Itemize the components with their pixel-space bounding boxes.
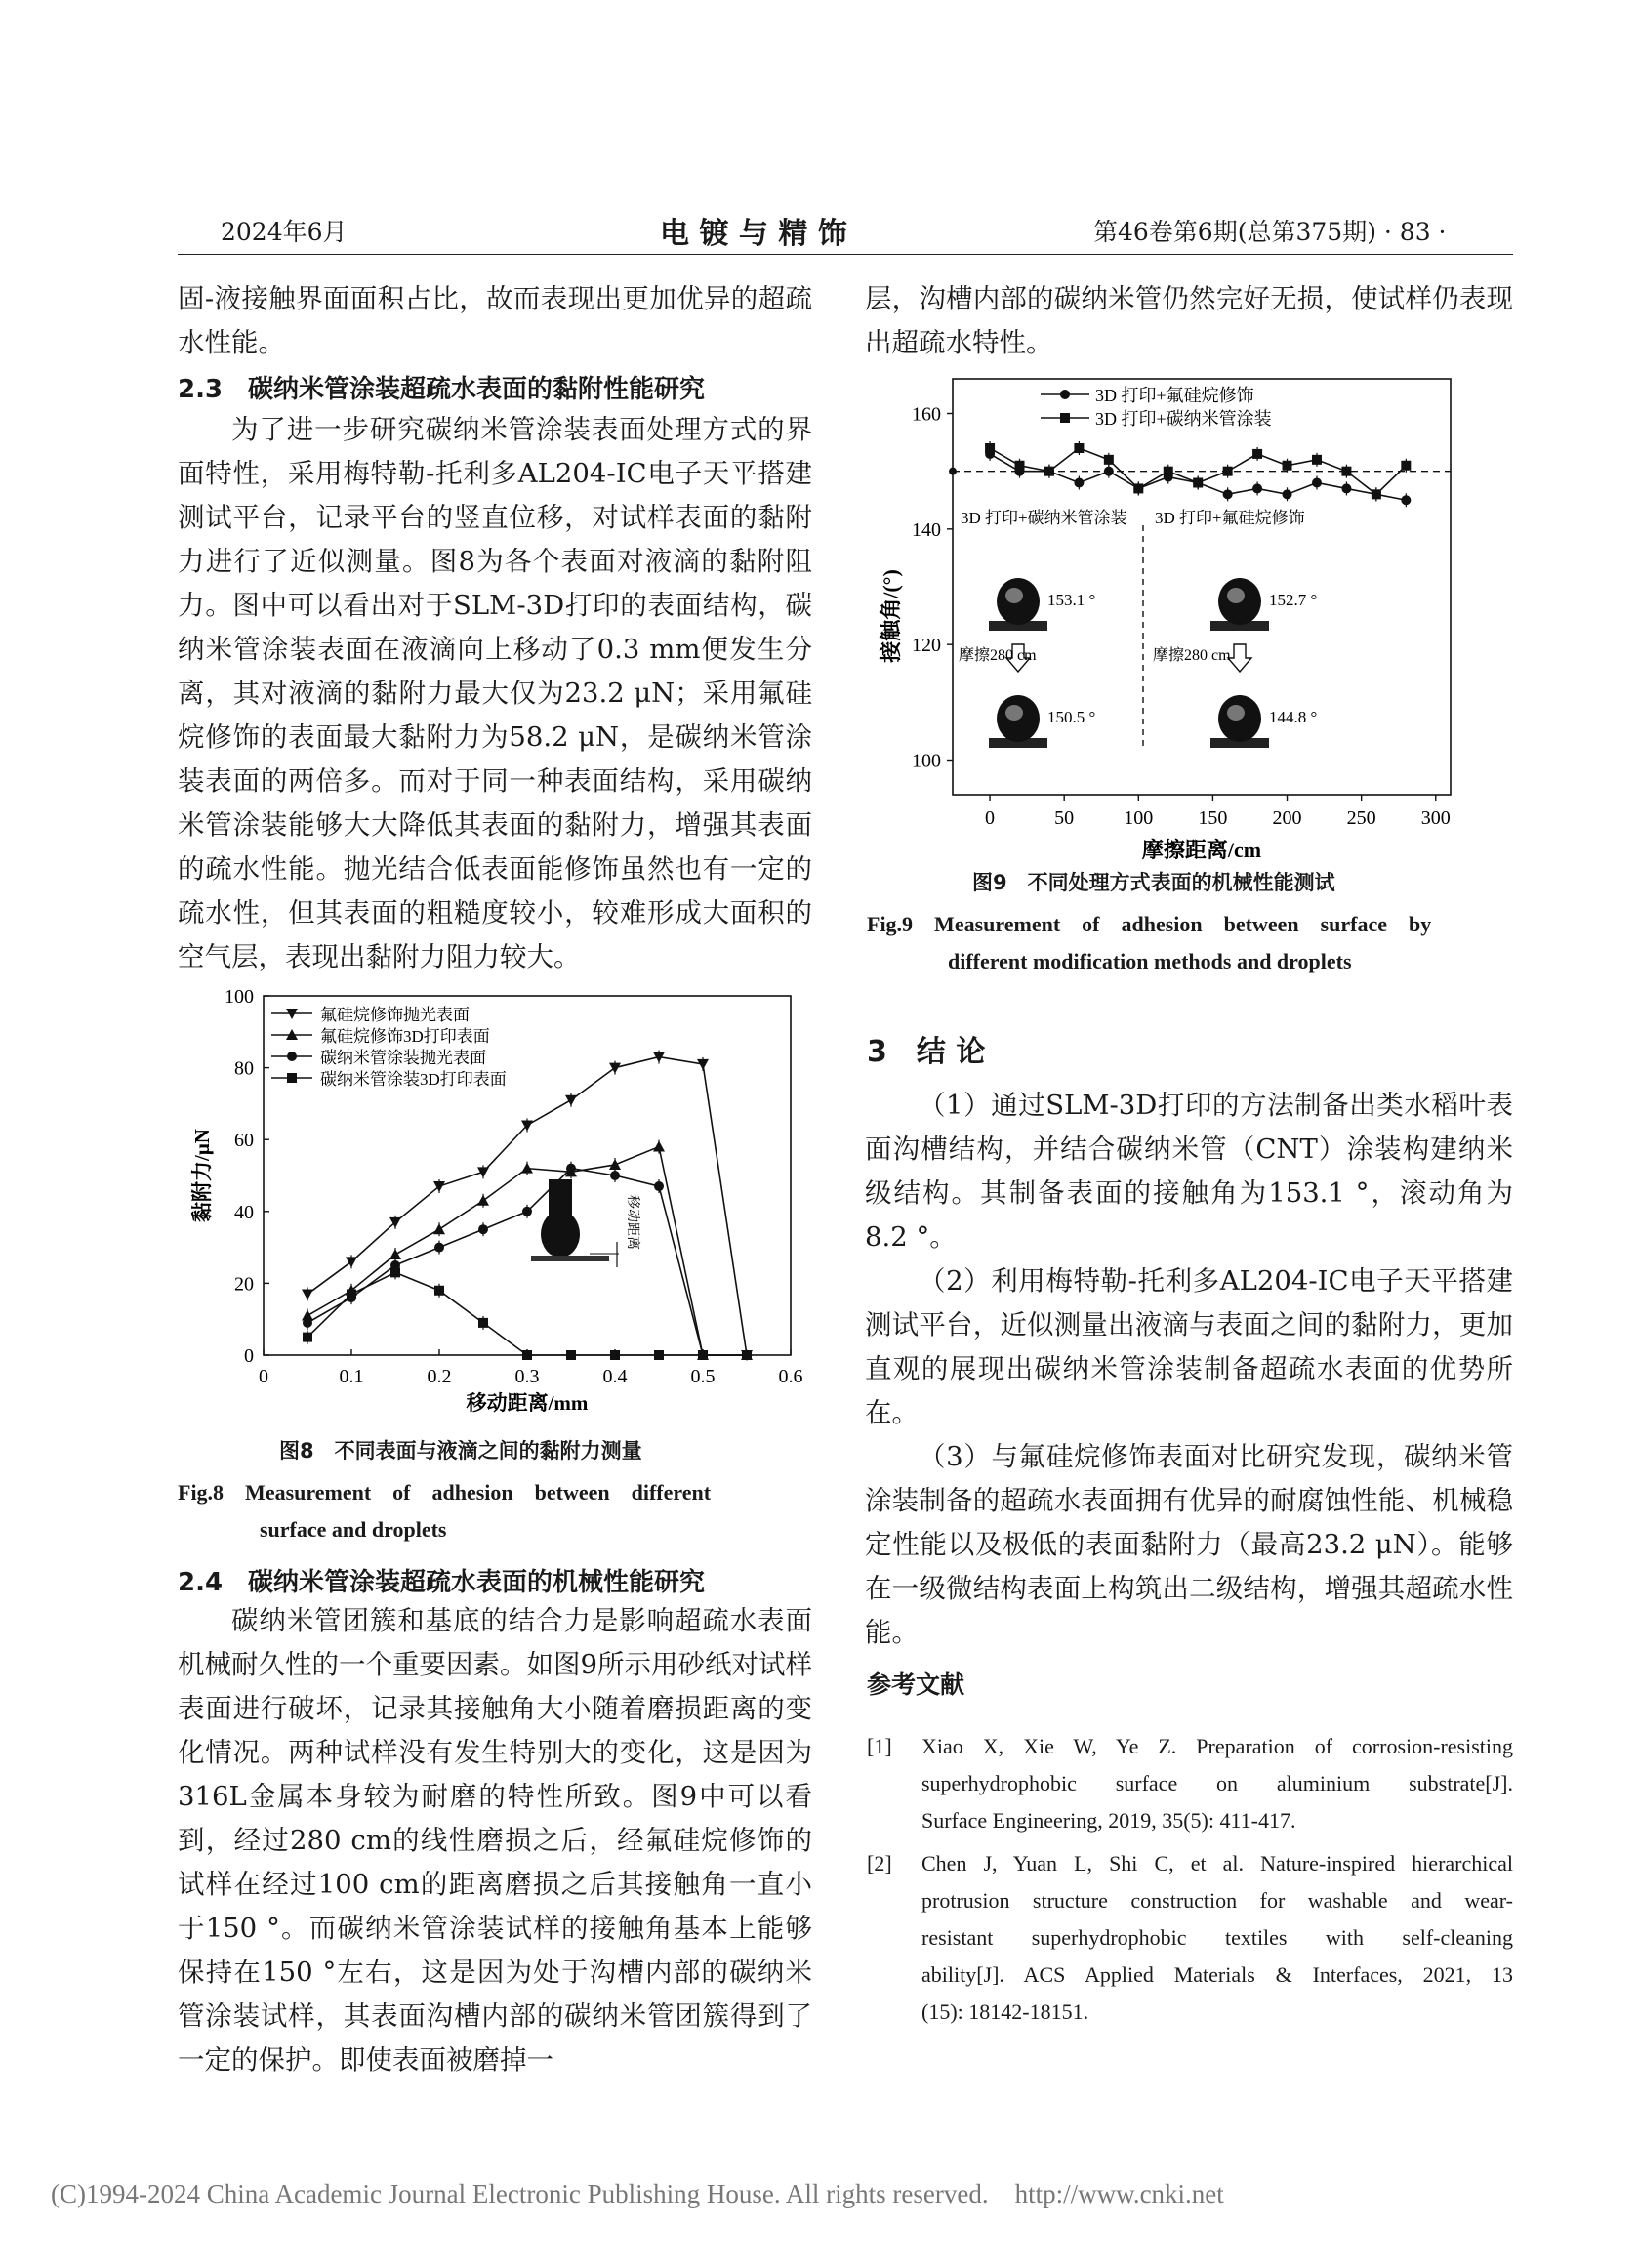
fig8-legend-marker <box>287 1073 297 1083</box>
header-rule <box>178 254 1513 255</box>
fig8-inset-droplet <box>531 1179 641 1267</box>
fig8-series <box>303 1162 752 1360</box>
fig9-data-point <box>1312 478 1322 488</box>
fig8-series-line <box>307 1147 747 1355</box>
header-date: 2024年6月 <box>221 218 348 246</box>
fig8-x-axis-label: 移动距离/mm <box>466 1391 589 1415</box>
copyright-footer: (C)1994-2024 China Academic Journal Electronic Publishing House. All rights reserved. http://www.cnki.net <box>51 2179 1224 2208</box>
fig9-data-point <box>1283 461 1292 471</box>
conclusion-1: （1）通过SLM-3D打印的方法制备出类水稻叶表面沟槽结构，并结合碳纳米管（CNT）涂装构建纳米级结构。其制备表面的接触角为153.1 °，滚动角为8.2 °。 <box>865 1090 1513 1253</box>
fig9-data-point <box>1223 467 1233 476</box>
fig9-data-point <box>1252 483 1262 493</box>
fig8-data-point <box>390 1267 400 1277</box>
fig9-data-point <box>1341 467 1351 476</box>
fig8-inset-drop <box>541 1211 580 1258</box>
fig8-data-point <box>610 1350 620 1360</box>
left-intro-paragraph: 固-液接触界面面积占比，故而表现出更加优异的超疏水性能。 <box>178 283 812 358</box>
fig8-y-tick-label: 60 <box>234 1130 254 1152</box>
fig9-x-tick-label: 50 <box>1054 807 1075 829</box>
fig9-caption-cn: 图9 不同处理方式表面的机械性能测试 <box>972 871 1335 894</box>
fig9-x-tick-label: 0 <box>985 807 996 829</box>
fig8-inset-label: 移动距离 <box>625 1195 639 1250</box>
fig9-droplet-left-before <box>989 578 1047 631</box>
fig8-data-point <box>478 1318 488 1328</box>
fig8-data-point <box>654 1350 664 1360</box>
fig9-data-point <box>1193 478 1203 488</box>
fig8-x-tick-label: 0.4 <box>602 1366 628 1387</box>
fig9-data-point <box>1283 489 1292 499</box>
fig9-arrow-right <box>1228 644 1251 672</box>
fig9-x-tick-label: 100 <box>1124 807 1154 829</box>
fig8-data-point <box>522 1350 532 1360</box>
section-2-3-title: 2.3 碳纳米管涂装超疏水表面的黏附性能研究 <box>178 375 706 404</box>
fig8-data-point <box>609 1063 621 1074</box>
fig8-y-tick-label: 100 <box>225 986 254 1008</box>
fig8-caption-cn: 图8 不同表面与液滴之间的黏附力测量 <box>279 1439 642 1463</box>
fig9-data-point <box>1164 467 1173 476</box>
fig9-data-point <box>1312 455 1322 465</box>
fig8-x-tick-label: 0.2 <box>427 1366 452 1387</box>
conclusion-3: （3）与氟硅烷修饰表面对比研究发现，碳纳米管涂装制备的超疏水表面拥有优异的耐腐蚀性能、机械稳定性能以及极低的表面黏附力（最高23.2 μN）。能够在一级微结构表面上构筑出二级结构，增强其超疏水性能。 <box>865 1441 1513 1648</box>
fig8-y-tick-label: 40 <box>234 1201 254 1223</box>
fig8-x-tick-label: 0.6 <box>778 1366 803 1387</box>
fig8-y-tick-label: 20 <box>234 1273 254 1296</box>
fig9-x-tick-label: 200 <box>1272 807 1302 829</box>
fig9-inset-right-title: 3D 打印+氟硅烷修饰 <box>1155 509 1305 527</box>
fig9-data-point <box>1104 467 1114 476</box>
fig9-droplet-right-after <box>1210 695 1269 748</box>
fig8-legend-label: 氟硅烷修饰抛光表面 <box>320 1006 470 1024</box>
fig9-y-tick-label: 160 <box>912 403 941 426</box>
fig9-legend-label: 3D 打印+氟硅烷修饰 <box>1095 386 1254 405</box>
fig8-data-point <box>566 1350 576 1360</box>
header-issue: 第46卷第6期(总第375期) · 83 · <box>1093 218 1447 246</box>
fig8-legend-label: 氟硅烷修饰3D打印表面 <box>320 1027 490 1046</box>
fig9-caption-en-2: different modification methods and droplets <box>948 949 1352 973</box>
conclusion-2: （2）利用梅特勒-托利多AL204-IC电子天平搭建测试平台，近似测量出液滴与表面之间的黏附力，更加直观的展现出碳纳米管涂装制备超疏水表面的优势所在。 <box>865 1265 1513 1428</box>
fig9-data-point <box>1401 461 1411 471</box>
fig9-droplet-angle: 152.7 ° <box>1269 591 1318 609</box>
fig8-data-point <box>389 1249 401 1259</box>
fig9-droplet-angle: 150.5 ° <box>1047 708 1096 726</box>
fig8-data-point <box>698 1350 708 1360</box>
fig9-data-point <box>985 443 995 453</box>
conclusions <box>865 1084 1513 1655</box>
fig8-data-point <box>433 1223 445 1234</box>
fig8-series-line <box>307 1169 747 1355</box>
fig9-chart <box>865 369 1513 867</box>
fig8-x-tick-label: 0.5 <box>690 1366 716 1387</box>
fig8-data-point <box>610 1171 620 1180</box>
fig9-y-tick-label: 120 <box>912 635 941 657</box>
fig8-x-tick-label: 0 <box>259 1366 268 1387</box>
fig8-data-point <box>653 1141 665 1152</box>
fig8-caption-en-1: Fig.8 Measurement of adhesion between different <box>178 1480 712 1505</box>
fig8-legend-label: 碳纳米管涂装抛光表面 <box>320 1049 486 1067</box>
fig8-series <box>302 1140 753 1360</box>
fig9-abrasion-label-left: 摩擦280 cm <box>959 647 1037 664</box>
fig8-data-point <box>609 1159 621 1170</box>
fig8-data-point <box>521 1163 533 1174</box>
fig9-legend-marker <box>1060 413 1070 423</box>
fig9-x-tick-label: 150 <box>1198 807 1228 829</box>
fig8-data-point <box>303 1333 312 1342</box>
header-journal: 电 镀 与 精 饰 <box>660 217 847 251</box>
fig9-y-tick-label: 100 <box>912 750 941 772</box>
fig9-reference-marker <box>949 468 957 475</box>
fig9-legend-label: 3D 打印+碳纳米管涂装 <box>1095 409 1272 429</box>
fig8-x-tick-label: 0.3 <box>514 1366 540 1387</box>
fig9-y-tick-label: 140 <box>912 518 941 541</box>
fig9-x-tick-label: 300 <box>1420 807 1451 829</box>
section-2-4-title: 2.4 碳纳米管涂装超疏水表面的机械性能研究 <box>178 1568 706 1597</box>
fig9-abrasion-label-right: 摩擦280 cm <box>1153 647 1231 664</box>
fig9-data-point <box>1223 489 1233 499</box>
fig8-data-point <box>434 1243 444 1253</box>
fig9-y-axis-label: 接触角/(°) <box>879 569 903 663</box>
fig9-data-point <box>1074 478 1084 488</box>
fig9-droplet-highlight <box>1227 705 1245 721</box>
fig9-data-point <box>1341 483 1351 493</box>
fig8-series <box>303 1265 752 1360</box>
fig9-droplet-highlight <box>1005 705 1023 721</box>
fig9-data-point <box>1044 467 1054 476</box>
fig8-data-point <box>478 1224 488 1234</box>
fig8-y-axis-label: 黏附力/μN <box>190 1129 214 1222</box>
fig8-caption-en-2: surface and droplets <box>260 1517 447 1542</box>
fig8-data-point <box>302 1289 313 1299</box>
fig9-droplet-left-after <box>989 695 1047 748</box>
fig9-droplet-angle: 153.1 ° <box>1047 591 1096 609</box>
fig8-data-point <box>522 1207 532 1216</box>
section-2-4-paragraph: 碳纳米管团簇和基底的结合力是影响超疏水表面机械耐久性的一个重要因素。如图9所示用砂纸对试样表面进行破坏，记录其接触角大小随着磨损距离的变化情况。两种试样没有发生特别大的变化，这是因为316L金属本身较为耐磨的特性所致。图9中可以看到，经过280 cm的线性磨损之后，经氟硅烷修饰的试样在经过100 cm的距离磨损之后其接触角一直小于150 °。而碳纳米管涂装试样的接触角基本上能够保持在150 °左右，这是因为处于沟槽内部的碳纳米管涂装试样，其表面沟槽内部的碳纳米管团簇得到了一定的保护。即使表面被磨掉一 <box>178 1605 812 2076</box>
fig8-data-point <box>346 1257 357 1267</box>
fig9-droplet-highlight <box>1005 588 1023 603</box>
fig8-data-point <box>697 1059 709 1070</box>
fig9-data-point <box>1133 483 1143 493</box>
fig8-inset-substrate <box>531 1256 609 1261</box>
fig9-x-axis-label: 摩擦距离/cm <box>1141 838 1262 862</box>
fig9-data-point <box>1104 455 1114 465</box>
fig8-chart <box>178 976 812 1435</box>
reference-2-number: [2] <box>867 1851 892 1876</box>
fig8-data-point <box>477 1195 489 1206</box>
fig9-data-point <box>1372 489 1381 499</box>
fig8-data-point <box>347 1289 356 1299</box>
reference-1-number: [1] <box>867 1734 892 1758</box>
fig8-series-line <box>307 1272 747 1355</box>
fig9-data-point <box>1401 495 1411 505</box>
fig9-droplet-highlight <box>1227 588 1245 603</box>
fig8-y-tick-label: 0 <box>244 1345 254 1367</box>
fig9-legend-marker <box>1060 390 1070 399</box>
fig8-legend-marker <box>287 1052 297 1061</box>
fig9-inset-left-title: 3D 打印+碳纳米管涂装 <box>961 509 1127 527</box>
fig9-x-tick-label: 250 <box>1346 807 1376 829</box>
fig8-y-tick-label: 80 <box>234 1057 254 1080</box>
fig9-droplet-right-before <box>1210 578 1269 631</box>
fig8-data-point <box>434 1286 444 1296</box>
fig9-data-point <box>1252 449 1262 459</box>
fig8-data-point <box>303 1318 312 1328</box>
fig8-data-point <box>654 1181 664 1191</box>
fig9-data-point <box>1074 443 1084 453</box>
section-2-3-paragraph: 为了进一步研究碳纳米管涂装表面处理方式的界面特性，采用梅特勒-托利多AL204-IC电子天平搭建测试平台，记录平台的竖直位移，对试样表面的黏附力进行了近似测量。图8为各个表面对液滴的黏附阻力。图中可以看出对于SLM-3D打印的表面结构，碳纳米管涂装表面在液滴向上移动了0.3 mm便发生分离，其对液滴的黏附力最大仅为23.2 μN；采用氟硅烷修饰的表面最大黏附力为58.2 μN，是碳纳米管涂装表面的两倍多。而对于同一种表面结构，采用碳纳米管涂装能够大大降低其表面的黏附力，增强其表面的疏水性能。抛光结合低表面能修饰虽然也有一定的疏水性，但其表面的粗糙度较小，较难形成大面积的空气层，表现出黏附力阻力较大。 <box>178 414 812 972</box>
references-title: 参考文献 <box>867 1670 965 1699</box>
section-3-title: 3 结 论 <box>867 1035 986 1069</box>
right-continuation-paragraph: 层，沟槽内部的碳纳米管仍然完好无损，使试样仍表现出超疏水特性。 <box>865 283 1513 358</box>
fig9-droplet-angle: 144.8 ° <box>1269 708 1318 726</box>
fig8-data-point <box>477 1167 489 1177</box>
fig8-x-tick-label: 0.1 <box>339 1366 364 1387</box>
fig8-data-point <box>566 1164 576 1174</box>
fig9-caption-en-1: Fig.9 Measurement of adhesion between surface by <box>867 912 1432 936</box>
fig9-data-point <box>1015 461 1025 471</box>
fig8-data-point <box>742 1350 752 1360</box>
fig8-legend-label: 碳纳米管涂装3D打印表面 <box>320 1070 507 1089</box>
fig8-data-point <box>565 1095 577 1106</box>
